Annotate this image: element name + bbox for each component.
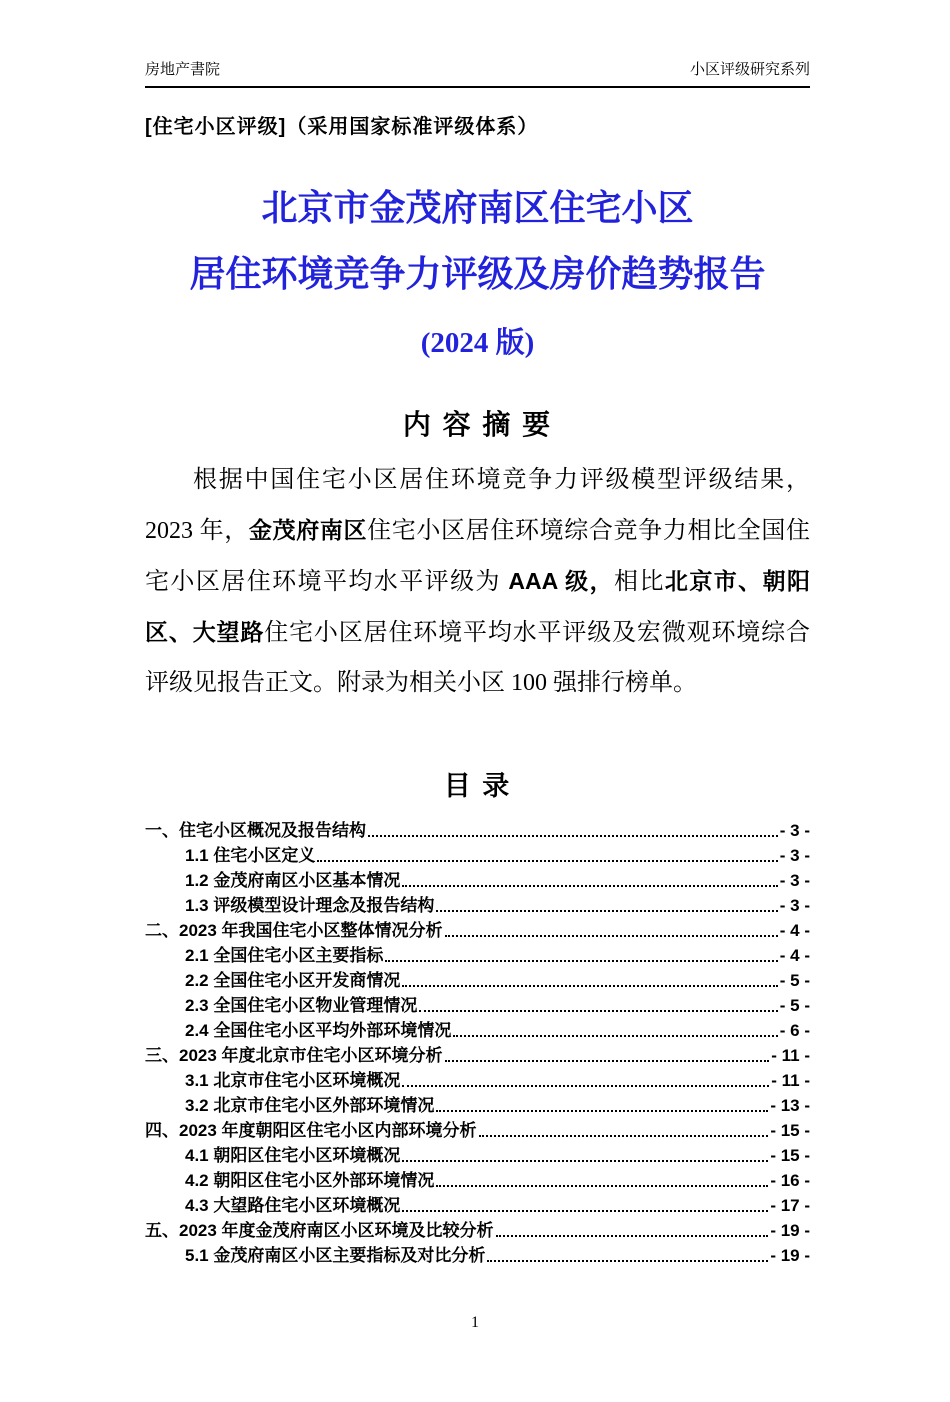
toc-item-label: 4.1 朝阳区住宅小区环境概况 bbox=[185, 1146, 401, 1166]
toc-leader-dots bbox=[385, 960, 777, 962]
abstract-bold-run: AAA 级， bbox=[508, 568, 615, 595]
toc-page-number: - 16 - bbox=[770, 1171, 810, 1191]
report-title-line1: 北京市金茂府南区住宅小区 bbox=[261, 188, 694, 228]
toc-heading: 目 录 bbox=[443, 771, 512, 802]
toc-item bbox=[145, 1016, 810, 1041]
toc-item-label: 一、住宅小区概况及报告结构 bbox=[145, 821, 366, 841]
toc-leader-dots bbox=[453, 1035, 777, 1037]
toc-item bbox=[145, 966, 810, 991]
toc-item-label: 5.1 金茂府南区小区主要指标及对比分析 bbox=[185, 1246, 486, 1266]
header-left-text: 房地产書院 bbox=[145, 61, 221, 78]
toc-page-number: - 3 - bbox=[779, 846, 810, 866]
toc-item-label: 1.1 住宅小区定义 bbox=[185, 846, 316, 866]
toc-item-label: 4.3 大望路住宅小区环境概况 bbox=[185, 1196, 401, 1216]
toc-item bbox=[145, 941, 810, 966]
toc-page-number: - 17 - bbox=[770, 1196, 810, 1216]
toc-leader-dots bbox=[368, 835, 778, 837]
toc-leader-dots bbox=[436, 910, 777, 912]
toc-item-label: 四、2023 年度朝阳区住宅小区内部环境分析 bbox=[145, 1121, 477, 1141]
rating-system-subheader: [住宅小区评级]（采用国家标准评级体系） bbox=[145, 116, 539, 138]
toc-item-label: 2.2 全国住宅小区开发商情况 bbox=[185, 971, 401, 991]
abstract-text-run: 住宅小区居住环境平均水平评级及宏微观环境综合评级见报告正文。附录为相关小区 100 强排行榜单。 bbox=[145, 620, 811, 697]
toc-page-number: - 6 - bbox=[779, 1021, 810, 1041]
toc-page-number: - 19 - bbox=[770, 1221, 810, 1241]
toc-item-label: 三、2023 年度北京市住宅小区环境分析 bbox=[145, 1046, 443, 1066]
abstract-text-run: 相比 bbox=[614, 569, 665, 596]
toc-item-label: 1.3 评级模型设计理念及报告结构 bbox=[185, 896, 435, 916]
toc-page-number: - 15 - bbox=[770, 1146, 810, 1166]
toc-list bbox=[145, 816, 810, 1266]
document-page bbox=[0, 58, 950, 1266]
toc-page-number: - 3 - bbox=[779, 896, 810, 916]
toc-item bbox=[145, 991, 810, 1016]
toc-page-number: - 19 - bbox=[770, 1246, 810, 1266]
toc-item bbox=[145, 841, 810, 866]
toc-item bbox=[145, 1116, 810, 1141]
toc-item bbox=[145, 866, 810, 891]
toc-item-label: 3.2 北京市住宅小区外部环境情况 bbox=[185, 1096, 435, 1116]
toc-page-number: - 3 - bbox=[779, 871, 810, 891]
toc-item-label: 2.4 全国住宅小区平均外部环境情况 bbox=[185, 1021, 452, 1041]
toc-leader-dots bbox=[402, 1210, 768, 1212]
page-header bbox=[145, 58, 810, 88]
header-right-text: 小区评级研究系列 bbox=[689, 61, 810, 78]
abstract-heading: 内 容 摘 要 bbox=[402, 409, 553, 441]
toc-item-label: 2.3 全国住宅小区物业管理情况 bbox=[185, 996, 418, 1016]
toc-item bbox=[145, 1191, 810, 1216]
toc-page-number: - 4 - bbox=[779, 921, 810, 941]
toc-leader-dots bbox=[487, 1260, 768, 1262]
toc-item bbox=[145, 891, 810, 916]
toc-page-number: - 15 - bbox=[770, 1121, 810, 1141]
abstract-bold-run: 金茂府南区 bbox=[248, 517, 368, 544]
toc-leader-dots bbox=[479, 1135, 769, 1137]
abstract-text-run: 住宅小区居住环境综合竞争力相比全国住宅小区居住环境平均水平评级为 bbox=[145, 518, 811, 596]
toc-page-number: - 3 - bbox=[779, 821, 810, 841]
report-title-block bbox=[145, 189, 810, 361]
toc-item bbox=[145, 1241, 810, 1266]
toc-leader-dots bbox=[445, 1060, 770, 1062]
abstract-bold-run: 北京市、朝阳区、大望路 bbox=[145, 568, 811, 646]
toc-item-label: 3.1 北京市住宅小区环境概况 bbox=[185, 1071, 401, 1091]
toc-item bbox=[145, 1091, 810, 1116]
toc-leader-dots bbox=[402, 1085, 769, 1087]
toc-item bbox=[145, 1141, 810, 1166]
toc-page-number: - 5 - bbox=[779, 971, 810, 991]
toc-page-number: - 11 - bbox=[771, 1046, 810, 1066]
toc-leader-dots bbox=[402, 1160, 768, 1162]
abstract-text-run: 根据中国住宅小区居住环境竞争力评级模型评级结果，2023 年， bbox=[145, 467, 810, 545]
toc-leader-dots bbox=[445, 935, 778, 937]
toc-item bbox=[145, 1041, 810, 1066]
toc-page-number: - 13 - bbox=[770, 1096, 810, 1116]
toc-page-number: - 11 - bbox=[771, 1071, 810, 1091]
toc-page-number: - 5 - bbox=[779, 996, 810, 1016]
report-title-edition: (2024 版) bbox=[420, 327, 535, 360]
toc-leader-dots bbox=[402, 885, 777, 887]
toc-item bbox=[145, 1166, 810, 1191]
toc-leader-dots bbox=[419, 1010, 777, 1012]
toc-item bbox=[145, 816, 810, 841]
toc-leader-dots bbox=[402, 985, 777, 987]
toc-leader-dots bbox=[496, 1235, 769, 1237]
toc-leader-dots bbox=[436, 1185, 768, 1187]
toc-item-label: 二、2023 年我国住宅小区整体情况分析 bbox=[145, 921, 443, 941]
toc-item-label: 2.1 全国住宅小区主要指标 bbox=[185, 946, 384, 966]
abstract-paragraph bbox=[145, 455, 810, 708]
toc-page-number: - 4 - bbox=[779, 946, 810, 966]
report-title-line2: 居住环境竞争力评级及房价趋势报告 bbox=[189, 253, 766, 294]
toc-item bbox=[145, 1066, 810, 1091]
toc-item-label: 五、2023 年度金茂府南区小区环境及比较分析 bbox=[145, 1221, 494, 1241]
footer-page-number: 1 bbox=[471, 1314, 479, 1331]
toc-leader-dots bbox=[436, 1110, 768, 1112]
toc-item-label: 4.2 朝阳区住宅小区外部环境情况 bbox=[185, 1171, 435, 1191]
toc-item bbox=[145, 916, 810, 941]
toc-item-label: 1.2 金茂府南区小区基本情况 bbox=[185, 871, 401, 891]
toc-leader-dots bbox=[317, 860, 777, 862]
toc-item bbox=[145, 1216, 810, 1241]
